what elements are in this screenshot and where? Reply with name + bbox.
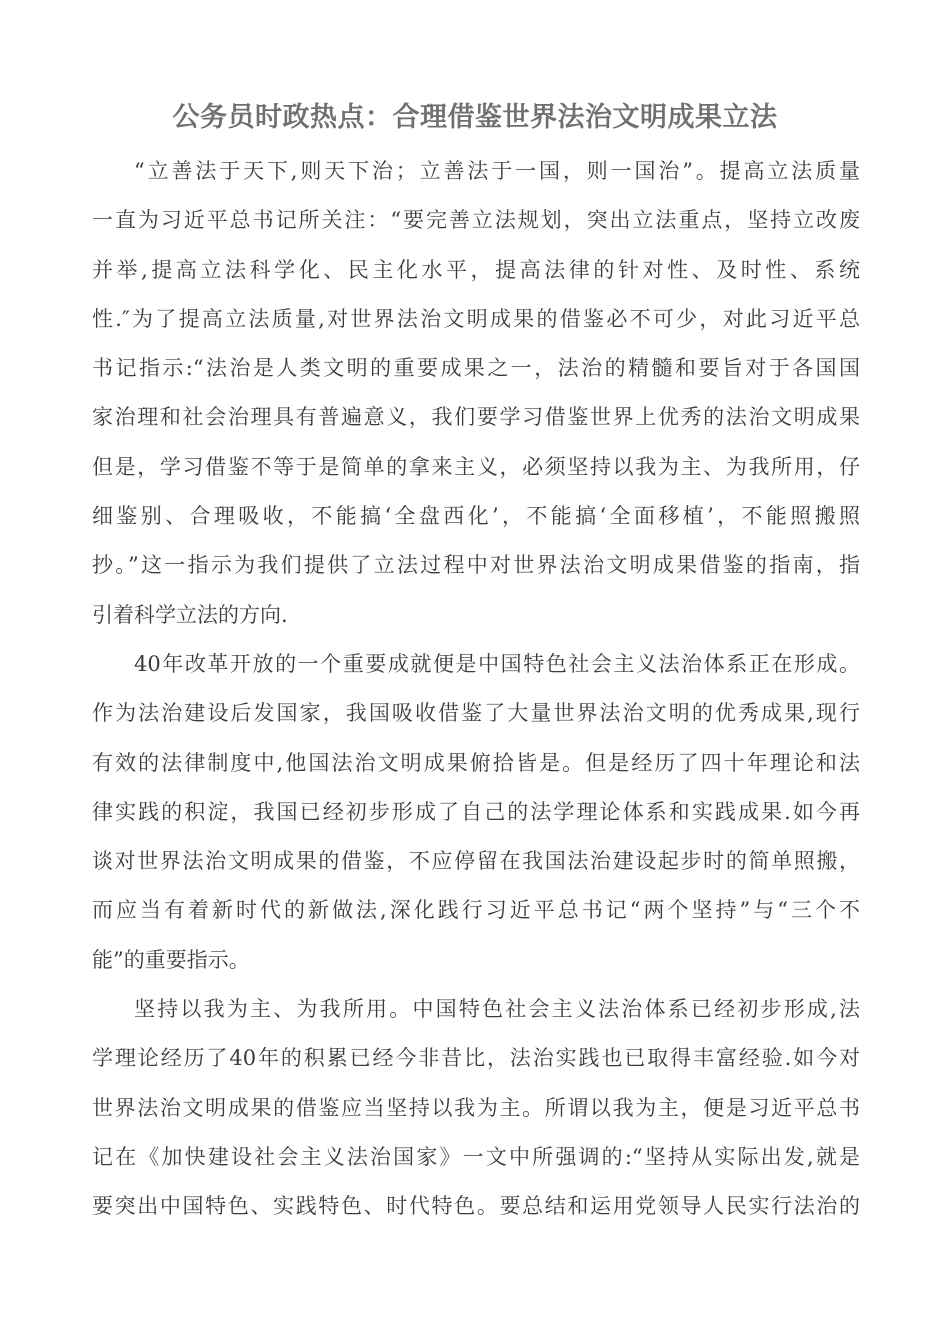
paragraph-line: 有效的法律制度中,他国法治文明成果俯拾皆是。但是经历了四十年理论和法 (92, 750, 860, 775)
paragraph-line: 引着科学立法的方向. (92, 602, 288, 627)
paragraph-line: 要突出中国特色、实践特色、时代特色。要总结和运用党领导人民实行法治的 (92, 1194, 860, 1219)
paragraph-3 (92, 985, 860, 1231)
paragraph-line: 学理论经历了40年的积累已经今非昔比，法治实践也已取得丰富经验.如今对 (92, 1046, 860, 1071)
paragraph-1 (92, 147, 860, 640)
paragraph-line: 细鉴别、合理吸收，不能搞‘全盘西化’，不能搞‘全面移植’，不能照搬照 (92, 504, 860, 529)
paragraph-line: 书记指示:“法治是人类文明的重要成果之一，法治的精髓和要旨对于各国国 (92, 356, 860, 381)
paragraph-line: 作为法治建设后发国家，我国吸收借鉴了大量世界法治文明的优秀成果,现行 (92, 701, 860, 726)
document-title: 公务员时政热点：合理借鉴世界法治文明成果立法 (172, 102, 778, 133)
document-body (92, 147, 860, 1232)
paragraph-line: 坚持以我为主、为我所用。中国特色社会主义法治体系已经初步形成,法 (134, 997, 860, 1022)
paragraph-line: 但是，学习借鉴不等于是简单的拿来主义，必须坚持以我为主、为我所用，仔 (92, 454, 860, 479)
paragraph-line: 40年改革开放的一个重要成就便是中国特色社会主义法治体系正在形成。 (134, 651, 860, 676)
paragraph-line: 抄。”这一指示为我们提供了立法过程中对世界法治文明成果借鉴的指南，指 (92, 553, 860, 578)
paragraph-line: “立善法于天下,则天下治；立善法于一国，则一国治”。提高立法质量 (134, 159, 860, 183)
paragraph-line: 记在《加快建设社会主义法治国家》一文中所强调的:“坚持从实际出发,就是 (92, 1144, 860, 1169)
paragraph-2 (92, 640, 860, 985)
paragraph-line: 并举,提高立法科学化、民主化水平，提高法律的针对性、及时性、系统 (92, 257, 860, 282)
paragraph-line: 能”的重要指示。 (92, 947, 250, 972)
paragraph-line: 一直为习近平总书记所关注：“要完善立法规划，突出立法重点，坚持立改废 (92, 208, 860, 233)
paragraph-line: 性.″为了提高立法质量,对世界法治文明成果的借鉴必不可少，对此习近平总 (92, 306, 860, 331)
paragraph-line: 而应当有着新时代的新做法,深化践行习近平总书记“两个坚持”与“三个不 (92, 898, 860, 923)
paragraph-line: 谈对世界法治文明成果的借鉴，不应停留在我国法治建设起步时的简单照搬， (92, 849, 860, 874)
paragraph-line: 世界法治文明成果的借鉴应当坚持以我为主。所谓以我为主，便是习近平总书 (92, 1095, 860, 1120)
paragraph-line: 家治理和社会治理具有普遍意义，我们要学习借鉴世界上优秀的法治文明成果 (92, 405, 860, 430)
paragraph-line: 律实践的积淀，我国已经初步形成了自己的法学理论体系和实践成果.如今再 (92, 799, 860, 824)
